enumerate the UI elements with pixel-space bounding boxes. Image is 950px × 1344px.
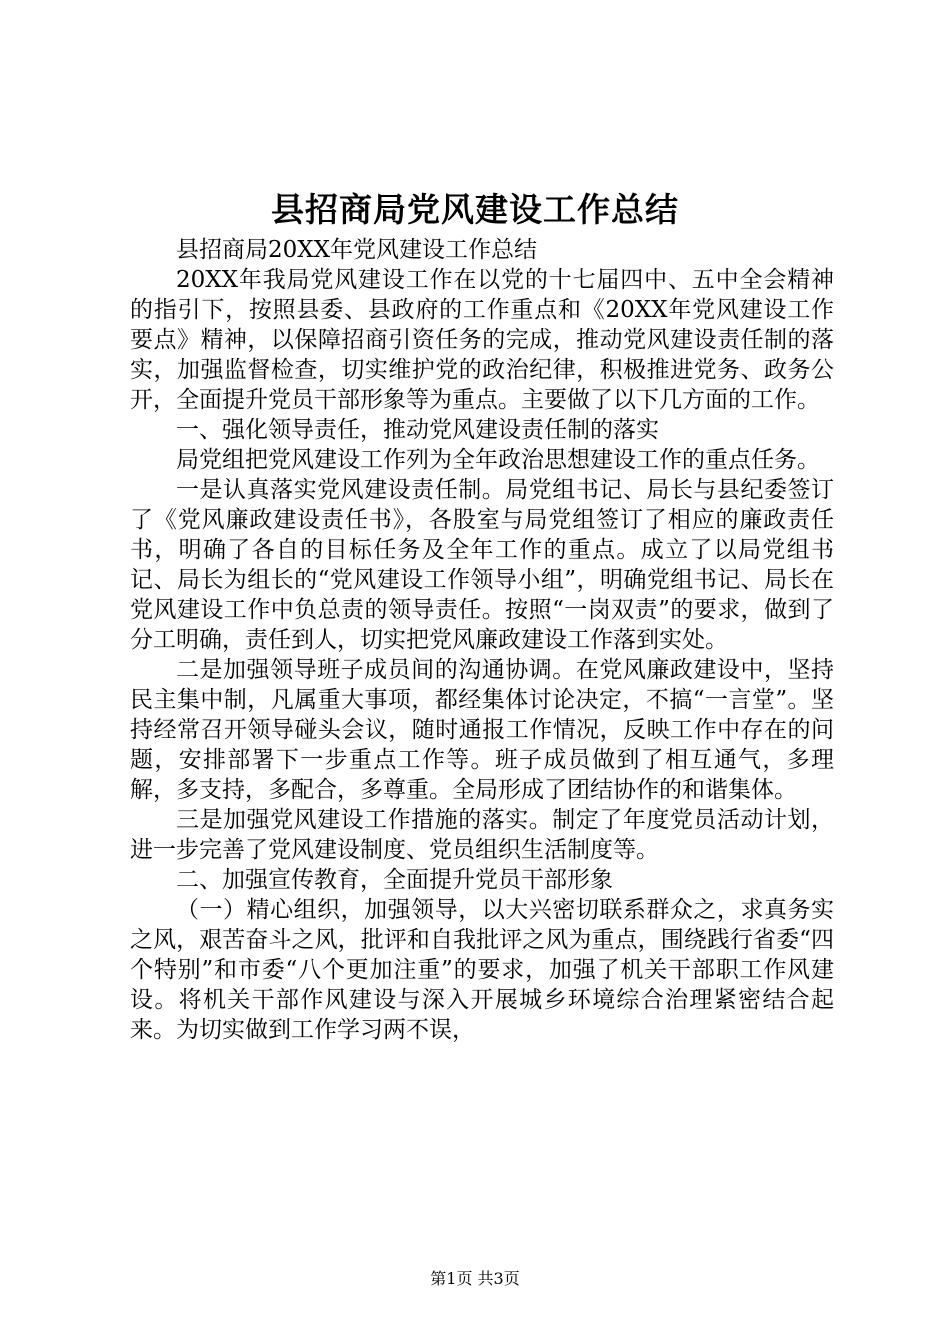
paragraph: 二是加强领导班子成员间的沟通协调。在党风廉政建设中，坚持民主集中制，凡属重大事项，都经集体讨论决定，不搞“一言堂”。坚持经常召开领导碰头会议，随时通报工作情况，反映工作中存在的问题，安排部署下一步重点工作等。班子成员做到了相互通气，多理解，多支持，多配合，多尊重。全局形成了团结协作的和谐集体。 <box>130 657 834 803</box>
paragraph: 局党组把党风建设工作列为全年政治思想建设工作的重点任务。 <box>176 447 820 473</box>
paragraph: 三是加强党风建设工作措施的落实。制定了年度党员活动计划，进一步完善了党风建设制度、党员组织生活制度等。 <box>130 807 834 863</box>
section-heading-1: 一、强化领导责任，推动党风建设责任制的落实 <box>176 417 659 443</box>
page-number-footer: 第1页 共3页 <box>430 1269 520 1288</box>
paragraph: 一是认真落实党风建设责任制。局党组书记、局长与县纪委签订了《党风廉政建设责任书》，各股室与局党组签订了相应的廉政责任书，明确了各自的目标任务及全年工作的重点。成立了以局党组书记、局长为组长的“党风建设工作领导小组”，明确党组书记、局长在党风建设工作中负总责的领导责任。按照“一岗双责”的要求，做到了分工明确，责任到人，切实把党风廉政建设工作落到实处。 <box>130 477 834 653</box>
paragraph-subtitle: 县招商局20XX年党风建设工作总结 <box>176 237 538 263</box>
document-title: 县招商局党风建设工作总结 <box>271 190 679 229</box>
paragraph-intro: 20XX年我局党风建设工作在以党的十七届四中、五中全会精神的指引下，按照县委、县政府的工作重点和《20XX年党风建设工作要点》精神，以保障招商引资任务的完成，推动党风建设责任制的落实，加强监督检查，切实维护党的政治纪律，积极推进党务、政务公开，全面提升党员干部形象等为重点。主要做了以下几方面的工作。 <box>130 267 834 413</box>
section-heading-2: 二、加强宣传教育，全面提升党员干部形象 <box>176 867 613 893</box>
document-body <box>130 235 834 1045</box>
paragraph: （一）精心组织，加强领导，以大兴密切联系群众之，求真务实之风，艰苦奋斗之风，批评和自我批评之风为重点，围绕践行省委“四个特别”和市委“八个更加注重”的要求，加强了机关干部职工作风建设。将机关干部作风建设与深入开展城乡环境综合治理紧密结合起来。为切实做到工作学习两不误， <box>130 897 834 1043</box>
